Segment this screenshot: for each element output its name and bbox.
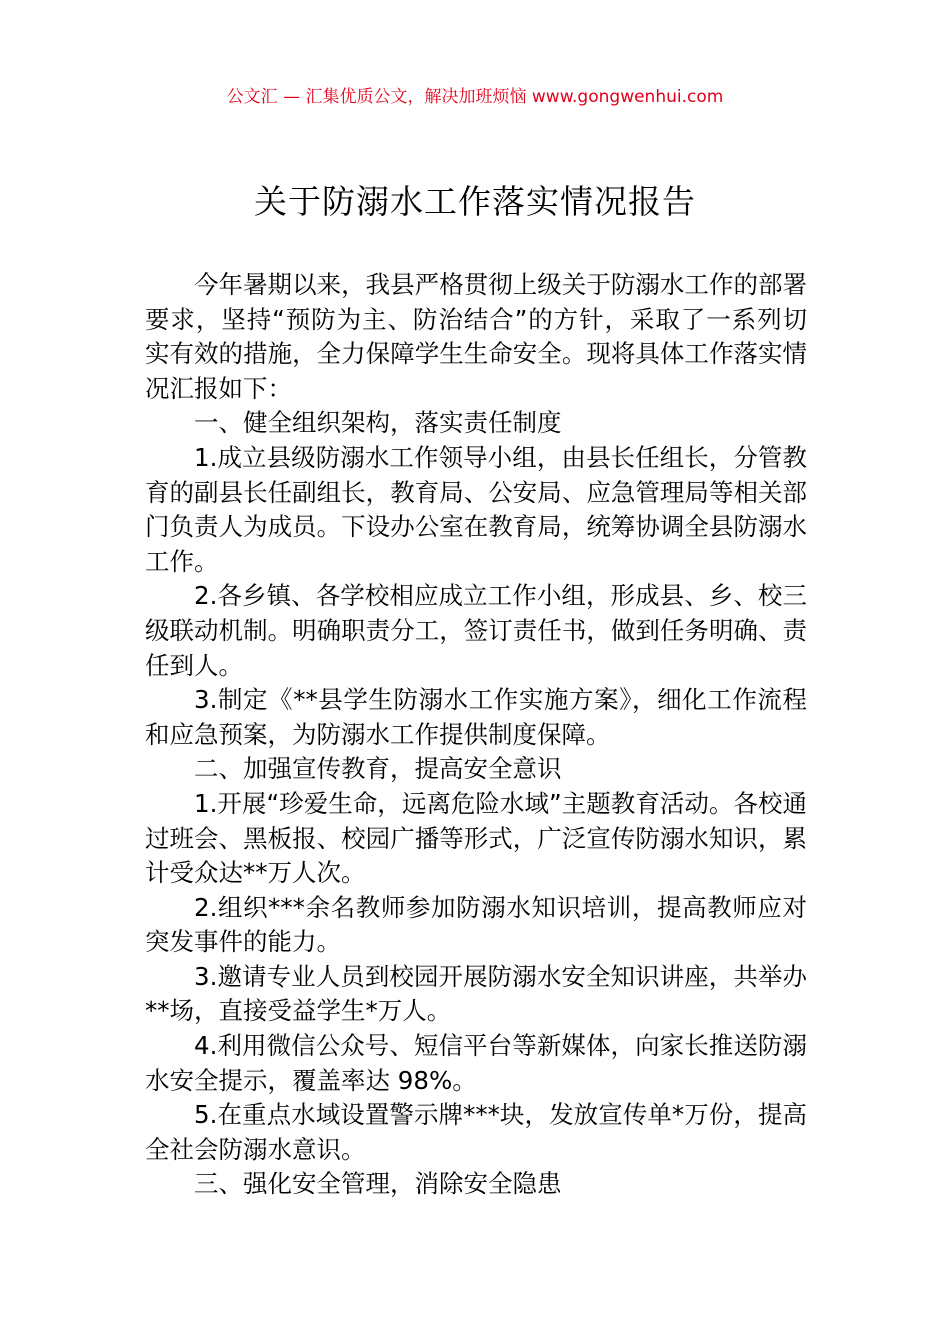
section-heading-3: 三、强化安全管理，消除安全隐患	[194, 1169, 562, 1199]
body-paragraph: 1.开展“珍爱生命，远离危险水域”主题教育活动。各校通过班会、黑板报、校园广播等形式，广泛宣传防溺水知识，累计受众达**万人次。	[145, 788, 807, 888]
body-paragraph: 3.制定《**县学生防溺水工作实施方案》，细化工作流程和应急预案，为防溺水工作提供制度保障。	[145, 685, 807, 749]
section-heading-2: 二、加强宣传教育，提高安全意识	[194, 754, 562, 784]
body-paragraph: 4.利用微信公众号、短信平台等新媒体，向家长推送防溺水安全提示，覆盖率达 98%。	[145, 1031, 807, 1095]
body-paragraph: 3.邀请专业人员到校园开展防溺水安全知识讲座，共举办**场，直接受益学生*万人。	[145, 961, 807, 1026]
document-title: 关于防溺水工作落实情况报告	[254, 182, 696, 221]
body-paragraph: 2.各乡镇、各学校相应成立工作小组，形成县、乡、校三级联动机制。明确职责分工，签订责任书，做到任务明确、责任到人。	[145, 581, 807, 680]
body-paragraph: 5.在重点水域设置警示牌***块，发放宣传单*万份，提高全社会防溺水意识。	[145, 1100, 807, 1164]
body-paragraph: 2.组织***余名教师参加防溺水知识培训，提高教师应对突发事件的能力。	[145, 892, 807, 957]
document-body	[145, 268, 807, 1202]
site-header-slogan: 公文汇 — 汇集优质公文，解决加班烦恼 www.gongwenhui.com	[226, 87, 724, 107]
body-paragraph: 1.成立县级防溺水工作领导小组，由县长任组长，分管教育的副县长任副组长，教育局、公安局、应急管理局等相关部门负责人为成员。下设办公室在教育局，统筹协调全县防溺水工作。	[145, 442, 807, 576]
section-heading-1: 一、健全组织架构，落实责任制度	[194, 408, 562, 438]
intro-paragraph: 今年暑期以来，我县严格贯彻上级关于防溺水工作的部署要求，坚持“预防为主、防治结合”的方针，采取了一系列切实有效的措施，全力保障学生生命安全。现将具体工作落实情况汇报如下：	[145, 270, 807, 403]
